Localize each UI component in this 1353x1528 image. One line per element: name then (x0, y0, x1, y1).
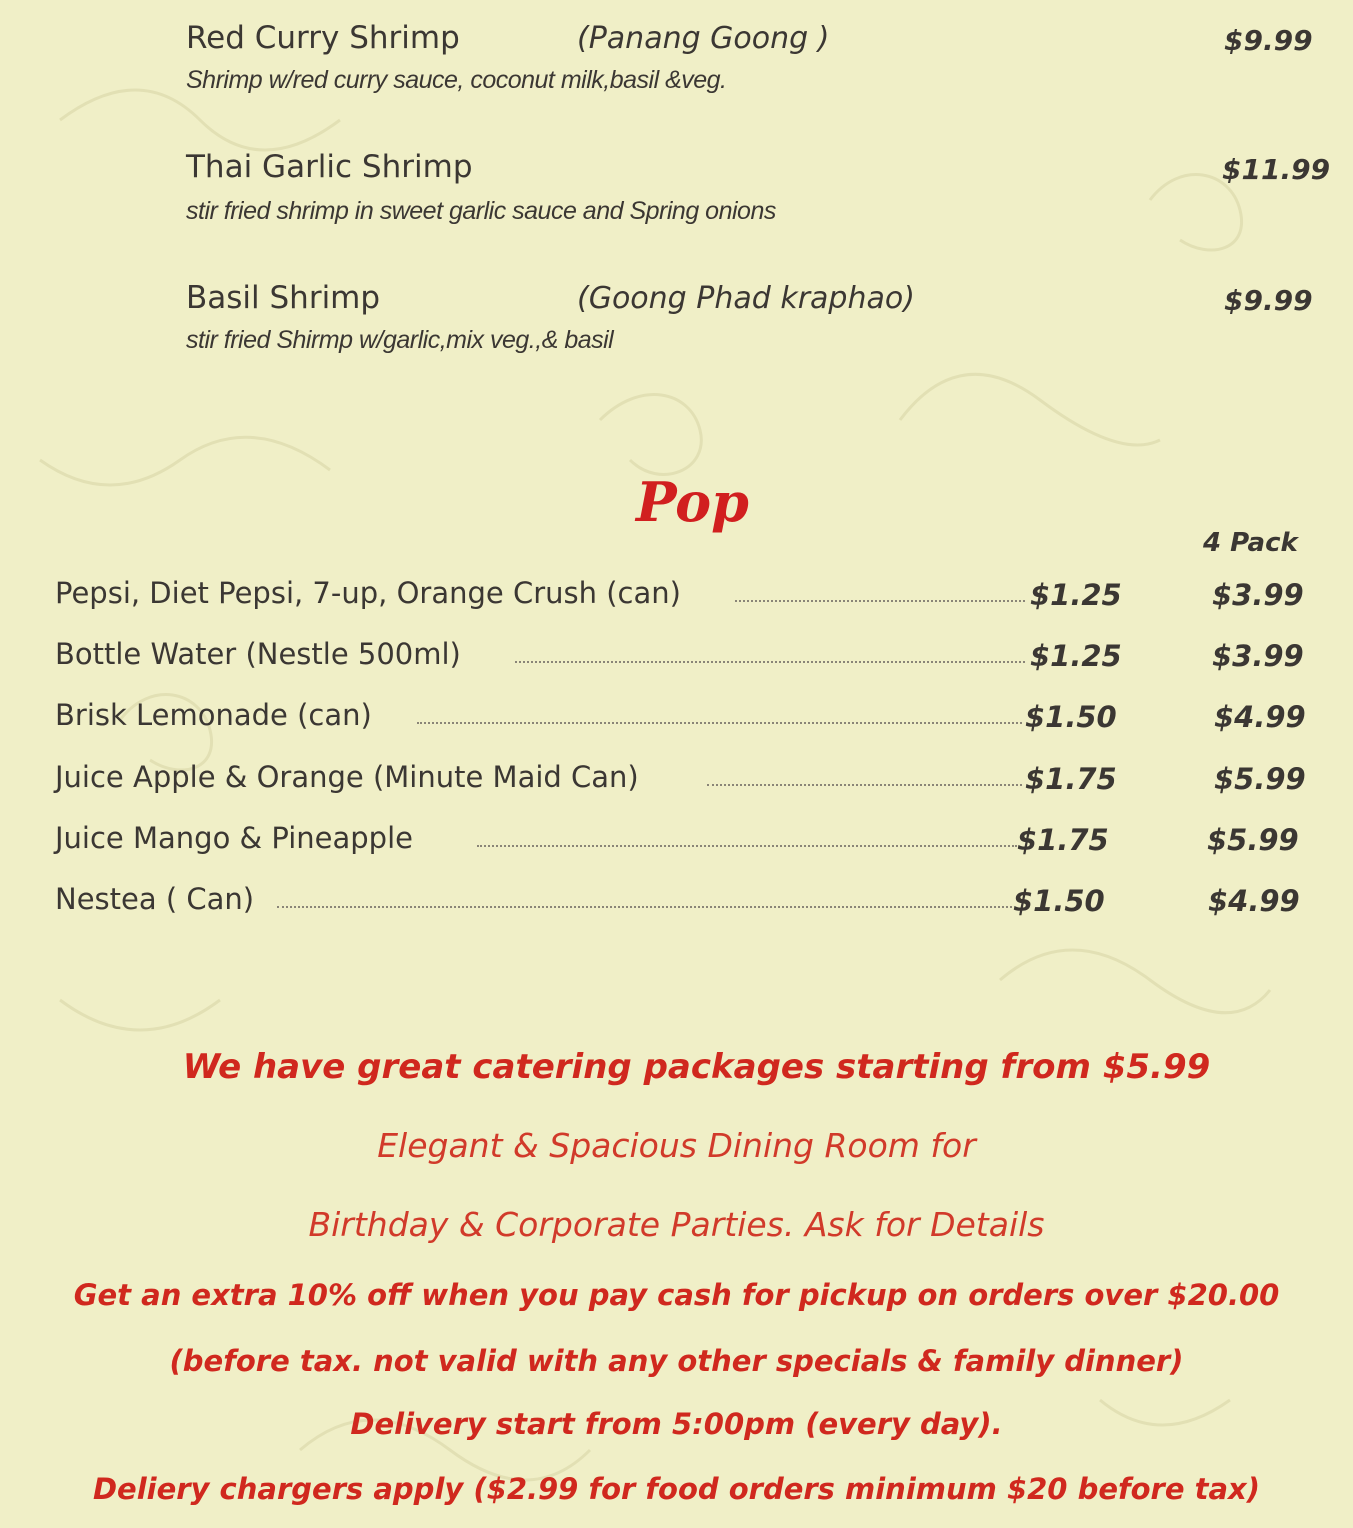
dining-room-line-2: Birthday & Corporate Parties. Ask for Details (308, 1205, 1045, 1244)
four-pack-header: 4 Pack (1203, 528, 1298, 558)
item-description: stir fried shrimp in sweet garlic sauce and Spring onions (186, 197, 776, 225)
dot-leader (707, 784, 1022, 786)
four-pack-price: $4.99 (1214, 700, 1306, 734)
drink-row (55, 576, 1315, 616)
drink-row (55, 760, 1315, 800)
four-pack-price: $5.99 (1207, 823, 1299, 857)
delivery-start: Delivery start from 5:00pm (every day). (350, 1407, 1003, 1441)
dot-leader (735, 600, 1025, 602)
dot-leader (515, 661, 1025, 663)
drink-name: Brisk Lemonade (can) (55, 698, 372, 732)
item-price: $11.99 (1222, 153, 1331, 186)
delivery-charge: Deliery chargers apply ($2.99 for food orders minimum $20 before tax) (92, 1472, 1261, 1506)
drink-name: Bottle Water (Nestle 500ml) (55, 637, 461, 671)
dot-leader (277, 906, 1012, 908)
single-price: $1.75 (1017, 823, 1109, 857)
item-name: Thai Garlic Shrimp (186, 149, 473, 185)
dot-leader (417, 722, 1022, 724)
catering-promo: We have great catering packages starting from $5.99 (182, 1047, 1211, 1087)
single-price: $1.25 (1030, 639, 1122, 673)
item-thai-name: (Panang Goong ) (577, 21, 830, 56)
item-thai-name: (Goong Phad kraphao) (577, 281, 915, 316)
single-price: $1.50 (1013, 884, 1105, 918)
four-pack-price: $3.99 (1212, 578, 1304, 612)
dot-leader (477, 845, 1017, 847)
four-pack-price: $4.99 (1208, 884, 1300, 918)
single-price: $1.75 (1025, 762, 1117, 796)
item-description: stir fried Shirmp w/garlic,mix veg.,& basil (186, 326, 614, 354)
four-pack-price: $5.99 (1214, 762, 1306, 796)
drink-row (55, 637, 1315, 677)
drink-name: Nestea ( Can) (55, 882, 255, 916)
item-price: $9.99 (1224, 24, 1313, 57)
item-price: $9.99 (1224, 284, 1313, 317)
drink-row (55, 821, 1315, 861)
dining-room-line-1: Elegant & Spacious Dining Room for (377, 1126, 976, 1165)
item-name: Red Curry Shrimp (186, 20, 460, 56)
single-price: $1.25 (1030, 578, 1122, 612)
single-price: $1.50 (1025, 700, 1117, 734)
cash-discount-note: (before tax. not valid with any other specials & family dinner) (169, 1344, 1184, 1378)
drink-name: Juice Apple & Orange (Minute Maid Can) (55, 760, 639, 794)
drink-row (55, 882, 1315, 922)
section-title: Pop (636, 470, 749, 534)
drink-row (55, 698, 1315, 738)
item-description: Shrimp w/red curry sauce, coconut milk,basil &veg. (186, 66, 727, 94)
item-name: Basil Shrimp (186, 280, 381, 316)
drink-name: Pepsi, Diet Pepsi, 7-up, Orange Crush (can) (55, 576, 681, 610)
cash-discount: Get an extra 10% off when you pay cash for pickup on orders over $20.00 (73, 1278, 1280, 1312)
drink-name: Juice Mango & Pineapple (55, 821, 413, 855)
four-pack-price: $3.99 (1212, 639, 1304, 673)
